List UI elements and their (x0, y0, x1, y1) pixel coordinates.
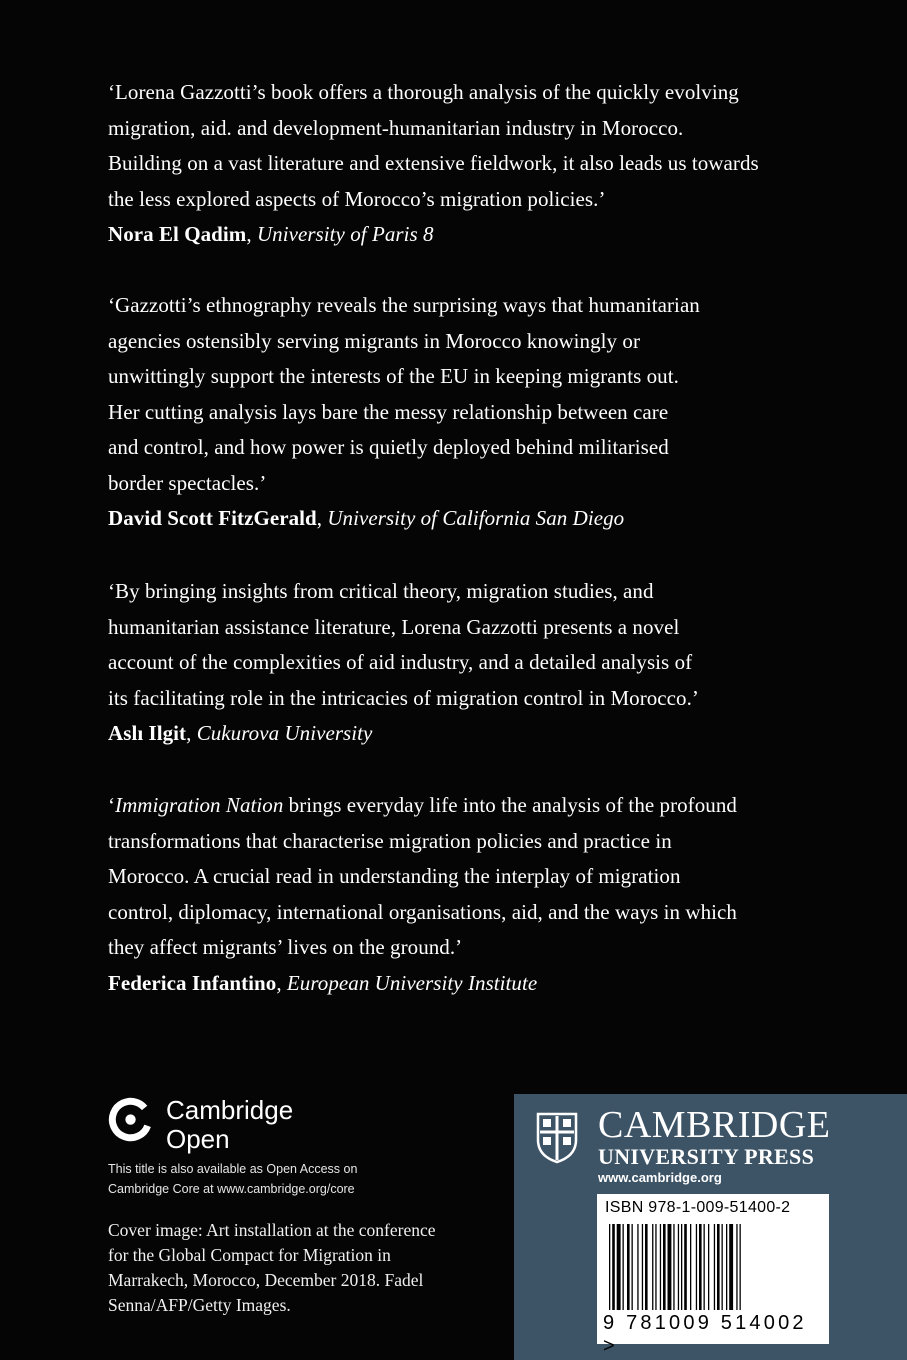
credit-line: Marrakech, Morocco, December 2018. Fadel (108, 1270, 424, 1290)
quote-line: ‘Gazzotti’s ethnography reveals the surprising ways that humanitarian (108, 293, 700, 317)
university-crest-icon (536, 1112, 578, 1164)
publisher-url: www.cambridge.org (598, 1170, 722, 1185)
barcode-digits: 9 781009 514002 > (603, 1312, 807, 1357)
barcode-bar (704, 1224, 705, 1310)
wordmark-line-1: Cambridge (166, 1095, 294, 1125)
barcode-bar (612, 1224, 615, 1310)
barcode-bar (645, 1224, 648, 1310)
endorsement-2 (108, 288, 848, 537)
quote-open-mark: ‘ (108, 793, 116, 817)
barcode-bar (652, 1224, 653, 1310)
barcode-bar (663, 1224, 666, 1310)
quote-line: they affect migrants’ lives on the ground.’ (108, 935, 463, 959)
endorser-affiliation: University of Paris 8 (256, 222, 434, 246)
cambridge-open-logo-icon (108, 1097, 160, 1149)
quote-line: unwittingly support the interests of the EU in keeping migrants out. (108, 364, 679, 388)
endorsement-3 (108, 574, 848, 752)
endorser: Aslı Ilgit, Cukurova University (108, 721, 373, 745)
barcode-bar (660, 1224, 661, 1310)
quote-line: Building on a vast literature and extensive fieldwork, it also leads us towards (108, 151, 759, 175)
endorser-affiliation: University of California San Diego (327, 506, 625, 530)
quote-line: account of the complexities of aid industry, and a detailed analysis of (108, 650, 693, 674)
credit-line: Senna/AFP/Getty Images. (108, 1295, 291, 1315)
barcode-bar (684, 1224, 687, 1310)
barcode-bar (609, 1224, 610, 1310)
note-line-2: Cambridge Core at www.cambridge.org/core (108, 1182, 355, 1196)
credit-line: Cover image: Art installation at the conference (108, 1220, 436, 1240)
publisher-name: CAMBRIDGE (598, 1104, 831, 1146)
barcode-bar (722, 1224, 723, 1310)
barcode-bar (699, 1224, 702, 1310)
barcode-bar (740, 1224, 741, 1310)
barcode-bar (642, 1224, 643, 1310)
barcode-bar (655, 1224, 656, 1310)
publisher-subtitle: UNIVERSITY PRESS (598, 1144, 815, 1169)
barcode-bar (678, 1224, 679, 1310)
barcode-bar (681, 1224, 682, 1310)
barcode-bar (714, 1224, 715, 1310)
quote-line: humanitarian assistance literature, Lorena Gazzotti presents a novel (108, 614, 680, 639)
endorser: David Scott FitzGerald, University of California San Diego (108, 506, 625, 530)
endorser-name: David Scott FitzGerald (108, 506, 317, 530)
quote-line (108, 788, 848, 824)
barcode-bar (668, 1224, 672, 1310)
endorsement-1 (108, 75, 848, 253)
quote-line: migration, aid. and development-humanitarian industry in Morocco. (108, 115, 684, 140)
quote-line: Her cutting analysis lays bare the messy relationship between care (108, 399, 669, 424)
isbn-label: ISBN 978-1-009-51400-2 (605, 1199, 791, 1216)
quote-line: ‘By bringing insights from critical theory, migration studies, and (108, 579, 654, 603)
barcode-bar (637, 1224, 638, 1310)
wordmark-line-2: Open (166, 1124, 230, 1154)
endorser-name: Nora El Qadim (108, 222, 247, 246)
barcode-bar (673, 1224, 674, 1310)
quote-line: control, diplomacy, international organisations, aid, and the ways in which (108, 899, 737, 924)
barcode-bar (632, 1224, 633, 1310)
cambridge-open-wordmark (166, 1096, 293, 1154)
quote-line: its facilitating role in the intricacies of migration control in Morocco.’ (108, 685, 699, 710)
barcode-bar (696, 1224, 697, 1310)
barcode-bar (627, 1224, 630, 1310)
endorser-affiliation: Cukurova University (196, 721, 373, 745)
publisher-panel (514, 1094, 907, 1360)
quote-line: the less explored aspects of Morocco’s migration policies.’ (108, 186, 606, 211)
endorser-name: Aslı Ilgit (108, 721, 187, 745)
quote-text: brings everyday life into the analysis of the profound (283, 793, 737, 817)
barcode-bar (729, 1224, 733, 1310)
quote-line: and control, and how power is quietly deployed behind militarised (108, 435, 669, 459)
barcode-bar (617, 1224, 621, 1310)
barcode-bar (726, 1224, 727, 1310)
quote-line: border spectacles.’ (108, 470, 267, 495)
endorser: Federica Infantino, European University Institute (108, 970, 538, 995)
open-access-note (108, 1159, 408, 1199)
barcode-bar (717, 1224, 720, 1310)
barcode-bar (690, 1224, 691, 1310)
quote-line: ‘Lorena Gazzotti’s book offers a thorough analysis of the quickly evolving (108, 80, 739, 104)
barcode-bar (736, 1224, 737, 1310)
barcode-bar (708, 1224, 709, 1310)
barcode-bars (607, 1224, 819, 1310)
endorser-affiliation: European University Institute (286, 970, 538, 995)
isbn-barcode-box (597, 1194, 829, 1357)
quote-line: Morocco. A crucial read in understanding the interplay of migration (108, 864, 681, 888)
cover-image-credit (108, 1218, 488, 1318)
barcode-bar (623, 1224, 624, 1310)
note-line-1: This title is also available as Open Access on (108, 1162, 358, 1176)
quote-line: agencies ostensibly serving migrants in Morocco knowingly or (108, 328, 640, 353)
credit-line: for the Global Compact for Migration in (108, 1245, 391, 1265)
quote-line: transformations that characterise migration policies and practice in (108, 828, 672, 853)
book-title: Immigration Nation (115, 793, 284, 817)
endorser: Nora El Qadim, University of Paris 8 (108, 222, 434, 246)
endorsement-4 (108, 788, 848, 1001)
endorser-name: Federica Infantino (108, 970, 277, 995)
